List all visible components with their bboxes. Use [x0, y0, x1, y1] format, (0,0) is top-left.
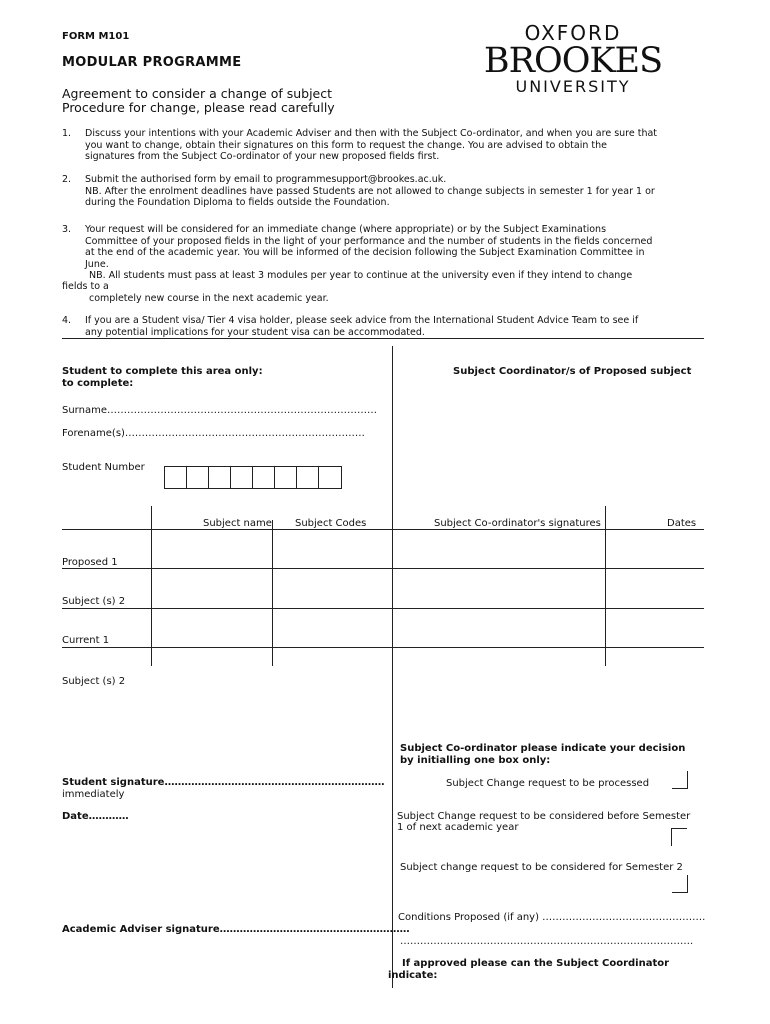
table-rule: [62, 647, 704, 648]
instruction-line: NB. After the enrolment deadlines have passed Students are not allowed to change subjects in semester 1 for year 1 or: [85, 185, 655, 197]
date-field[interactable]: Date…………: [62, 811, 129, 822]
option-before-semester1-box[interactable]: [671, 828, 687, 846]
table-rule: [62, 568, 704, 569]
instruction-4: [85, 315, 710, 338]
student-signature-field[interactable]: Student signature…………………………………………………………: [62, 777, 385, 788]
col-subject-name: Subject name: [203, 518, 272, 529]
instruction-line: any potential implications for your student visa can be accommodated.: [85, 326, 425, 338]
instruction-number: 3.: [62, 224, 72, 235]
table-rule: [62, 529, 704, 530]
row-proposed-1: Proposed 1: [62, 557, 118, 568]
instruction-2: [85, 174, 710, 209]
col-dates: Dates: [667, 518, 697, 529]
conditions-field[interactable]: Conditions Proposed (if any) ………………………………………….: [398, 912, 706, 923]
page-title: MODULAR PROGRAMME: [62, 55, 242, 70]
instruction-line: Submit the authorised form by email to programmesupport@brookes.ac.uk.: [85, 174, 447, 185]
table-rule: [62, 608, 704, 609]
option-semester2-box[interactable]: [672, 875, 688, 893]
coordinator-heading: Subject Coordinator/s of Proposed subject: [453, 366, 692, 377]
form-code: FORM M101: [62, 31, 130, 42]
instruction-line: at the end of the academic year. You will be informed of the decision following the Subject Examination Committee in: [85, 247, 645, 258]
surname-field[interactable]: Surname………………………………………………………………………: [62, 405, 377, 416]
section-divider: [62, 338, 704, 339]
note-line1: NB. All students must pass at least 3 modules per year to continue at the university even if they intend to change: [89, 270, 633, 281]
instruction-line: you want to change, obtain their signatures on this form to request the change. You are advised to obtain the: [85, 139, 607, 151]
student-heading-sub: to complete:: [62, 378, 134, 389]
subtitle-line1: Agreement to consider a change of subject: [62, 86, 333, 101]
table-col-line: [272, 520, 273, 666]
note-line3: completely new course in the next academic year.: [89, 293, 329, 304]
option-processed-box[interactable]: [672, 771, 688, 789]
logo-university: UNIVERSITY: [515, 77, 631, 96]
approved-note: If approved please can the Subject Coordinator: [402, 958, 670, 969]
digit-box[interactable]: [297, 467, 319, 488]
instruction-line: June.: [85, 258, 109, 270]
student-number-label: Student Number: [62, 462, 145, 473]
row-current-2: Subject (s) 2: [62, 676, 126, 687]
logo-brookes: BROOKES: [483, 41, 663, 81]
option-processed-label: Subject Change request to be processed: [446, 778, 650, 789]
university-logo: [478, 22, 668, 96]
digit-box[interactable]: [165, 467, 187, 488]
immediately-text: immediately: [62, 789, 125, 800]
instruction-3: [85, 224, 710, 270]
instruction-number: 4.: [62, 315, 72, 326]
digit-box[interactable]: [231, 467, 253, 488]
student-heading: Student to complete this area only:: [62, 366, 263, 377]
instruction-1: [85, 128, 710, 163]
instruction-line: Committee of your proposed fields in the light of your performance and the number of students in the fields concerned: [85, 235, 653, 247]
student-number-boxes[interactable]: [164, 466, 342, 489]
instruction-line: during the Foundation Diploma to fields outside the Foundation.: [85, 197, 390, 208]
table-col-line: [151, 506, 152, 666]
option-before-semester1-label: Subject Change request to be considered before Semester: [397, 811, 691, 822]
instruction-line: Discuss your intentions with your Academic Adviser and then with the Subject Co-ordinator, and when you are sure that: [85, 128, 658, 139]
digit-box[interactable]: [187, 467, 209, 488]
center-divider: [392, 346, 393, 988]
subtitle-line2: Procedure for change, please read carefully: [62, 100, 335, 115]
digit-box[interactable]: [209, 467, 231, 488]
table-col-line: [605, 506, 606, 666]
instruction-number: 2.: [62, 174, 72, 185]
decision-heading-sub: by initialling one box only:: [400, 755, 551, 766]
forenames-field[interactable]: Forename(s)………………………………………………………………: [62, 428, 365, 439]
col-signatures: Subject Co-ordinator's signatures: [434, 518, 601, 529]
digit-box[interactable]: [253, 467, 275, 488]
digit-box[interactable]: [275, 467, 297, 488]
note-line2: fields to a: [62, 281, 109, 292]
logo-oxford: OXFORD: [524, 21, 622, 45]
instruction-number: 1.: [62, 128, 72, 139]
approved-note-2: indicate:: [388, 970, 438, 981]
instruction-line: Your request will be considered for an immediate change (where appropriate) or by the Subject Examinations: [85, 224, 607, 235]
option-semester2-label: Subject change request to be considered for Semester 2: [400, 862, 683, 873]
decision-heading: Subject Co-ordinator please indicate your decision: [400, 743, 686, 754]
conditions-dots[interactable]: …………………………………………………………………………….: [400, 936, 694, 947]
option-before-semester1-label-2: 1 of next academic year: [397, 822, 519, 833]
instruction-line: If you are a Student visa/ Tier 4 visa holder, please seek advice from the International Student Advice Team to see if: [85, 315, 639, 326]
col-subject-codes: Subject Codes: [295, 518, 367, 529]
academic-adviser-signature-field[interactable]: Academic Adviser signature…………………………………………………: [62, 924, 410, 935]
row-proposed-2: Subject (s) 2: [62, 596, 126, 607]
row-current-1: Current 1: [62, 635, 110, 646]
instruction-line: signatures from the Subject Co-ordinator of your new proposed fields first.: [85, 151, 440, 162]
digit-box[interactable]: [319, 467, 341, 488]
